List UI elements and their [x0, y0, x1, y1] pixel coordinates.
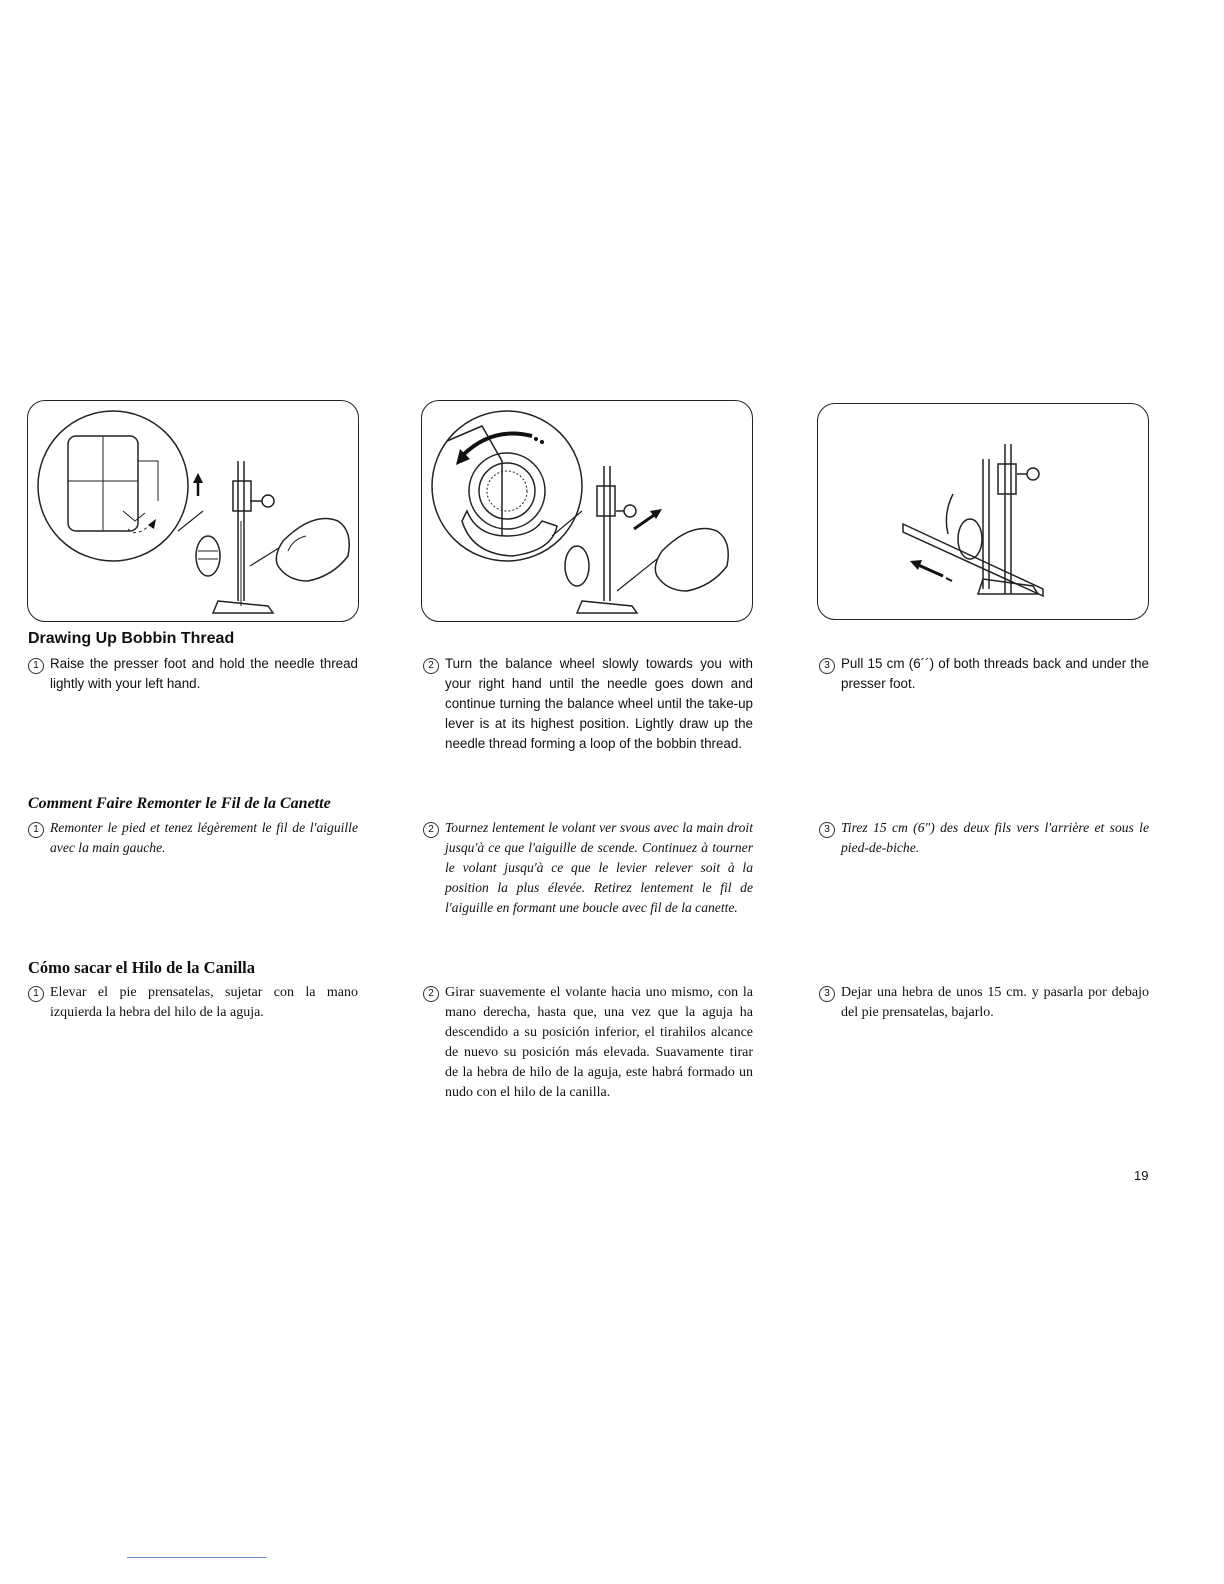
- spanish-step-1: [28, 983, 358, 1023]
- step-text: Raise the presser foot and hold the needle thread lightly with your left hand.: [50, 656, 358, 691]
- step-text: Remonter le pied et tenez légèrement le fil de l'aiguille avec la main gauche.: [50, 820, 358, 855]
- sewing-machine-pull-threads-illustration: [818, 404, 1148, 619]
- step-number-badge: 2: [423, 983, 445, 1103]
- heading-english: Drawing Up Bobbin Thread: [28, 630, 235, 647]
- step-number-badge: 3: [819, 983, 841, 1023]
- french-step-2: [423, 818, 753, 918]
- spanish-step-3: [819, 983, 1149, 1023]
- illustration-step-1: [27, 400, 359, 622]
- english-step-2: [423, 654, 753, 754]
- spanish-step-2: [423, 983, 753, 1103]
- english-step-1: [28, 654, 358, 694]
- illustration-step-3: [817, 403, 1149, 620]
- footer-divider: [127, 1557, 267, 1558]
- page-number: 19: [1134, 1168, 1149, 1183]
- step-text: Girar suavemente el volante hacia uno mismo, con la mano derecha, hasta que, una vez que la aguja ha descendido a su posición inferior, el tirahilos alcance de nuevo su posición más elevada. Suavamente tirar de la hebra de hilo de la aguja, este habrá formado un nudo con el hilo de la canilla.: [445, 985, 753, 1100]
- heading-spanish: Cómo sacar el Hilo de la Canilla: [28, 958, 256, 977]
- sewing-machine-balance-wheel-illustration: [422, 401, 752, 621]
- step-number-badge: 1: [28, 983, 50, 1023]
- english-step-3: [819, 654, 1149, 694]
- step-text: Pull 15 cm (6´´) of both threads back and under the presser foot.: [841, 656, 1149, 691]
- step-number-badge: 3: [819, 654, 841, 694]
- step-number-badge: 3: [819, 818, 841, 858]
- step-number-badge: 1: [28, 818, 50, 858]
- step-text: Turn the balance wheel slowly towards you with your right hand until the needle goes down and continue turning the balance wheel until the take-up lever is at its highest position. Lightly draw up the needle thread forming a loop of the bobbin thread.: [445, 656, 753, 751]
- step-text: Dejar una hebra de unos 15 cm. y pasarla por debajo del pie prensatelas, bajarlo.: [841, 985, 1149, 1020]
- step-text: Elevar el pie prensatelas, sujetar con la mano izquierda la hebra del hilo de la aguja.: [50, 985, 358, 1020]
- illustration-step-2: [421, 400, 753, 622]
- step-text: Tirez 15 cm (6") des deux fils vers l'arrière et sous le pied-de-biche.: [841, 820, 1149, 855]
- french-step-1: [28, 818, 358, 858]
- step-text: Tournez lentement le volant ver svous avec la main droit jusqu'à ce que l'aiguille de scende. Continuez à tourner le volant jusqu'à ce que le levier relever soit à la position la plus élevée. Retirez lentement le fil de l'aiguille en formant une boucle avec fil de la canette.: [445, 820, 753, 915]
- step-number-badge: 2: [423, 818, 445, 918]
- french-step-3: [819, 818, 1149, 858]
- step-number-badge: 2: [423, 654, 445, 754]
- heading-french: Comment Faire Remonter le Fil de la Canette: [28, 795, 331, 812]
- sewing-machine-raise-foot-illustration: [28, 401, 358, 621]
- step-number-badge: 1: [28, 654, 50, 694]
